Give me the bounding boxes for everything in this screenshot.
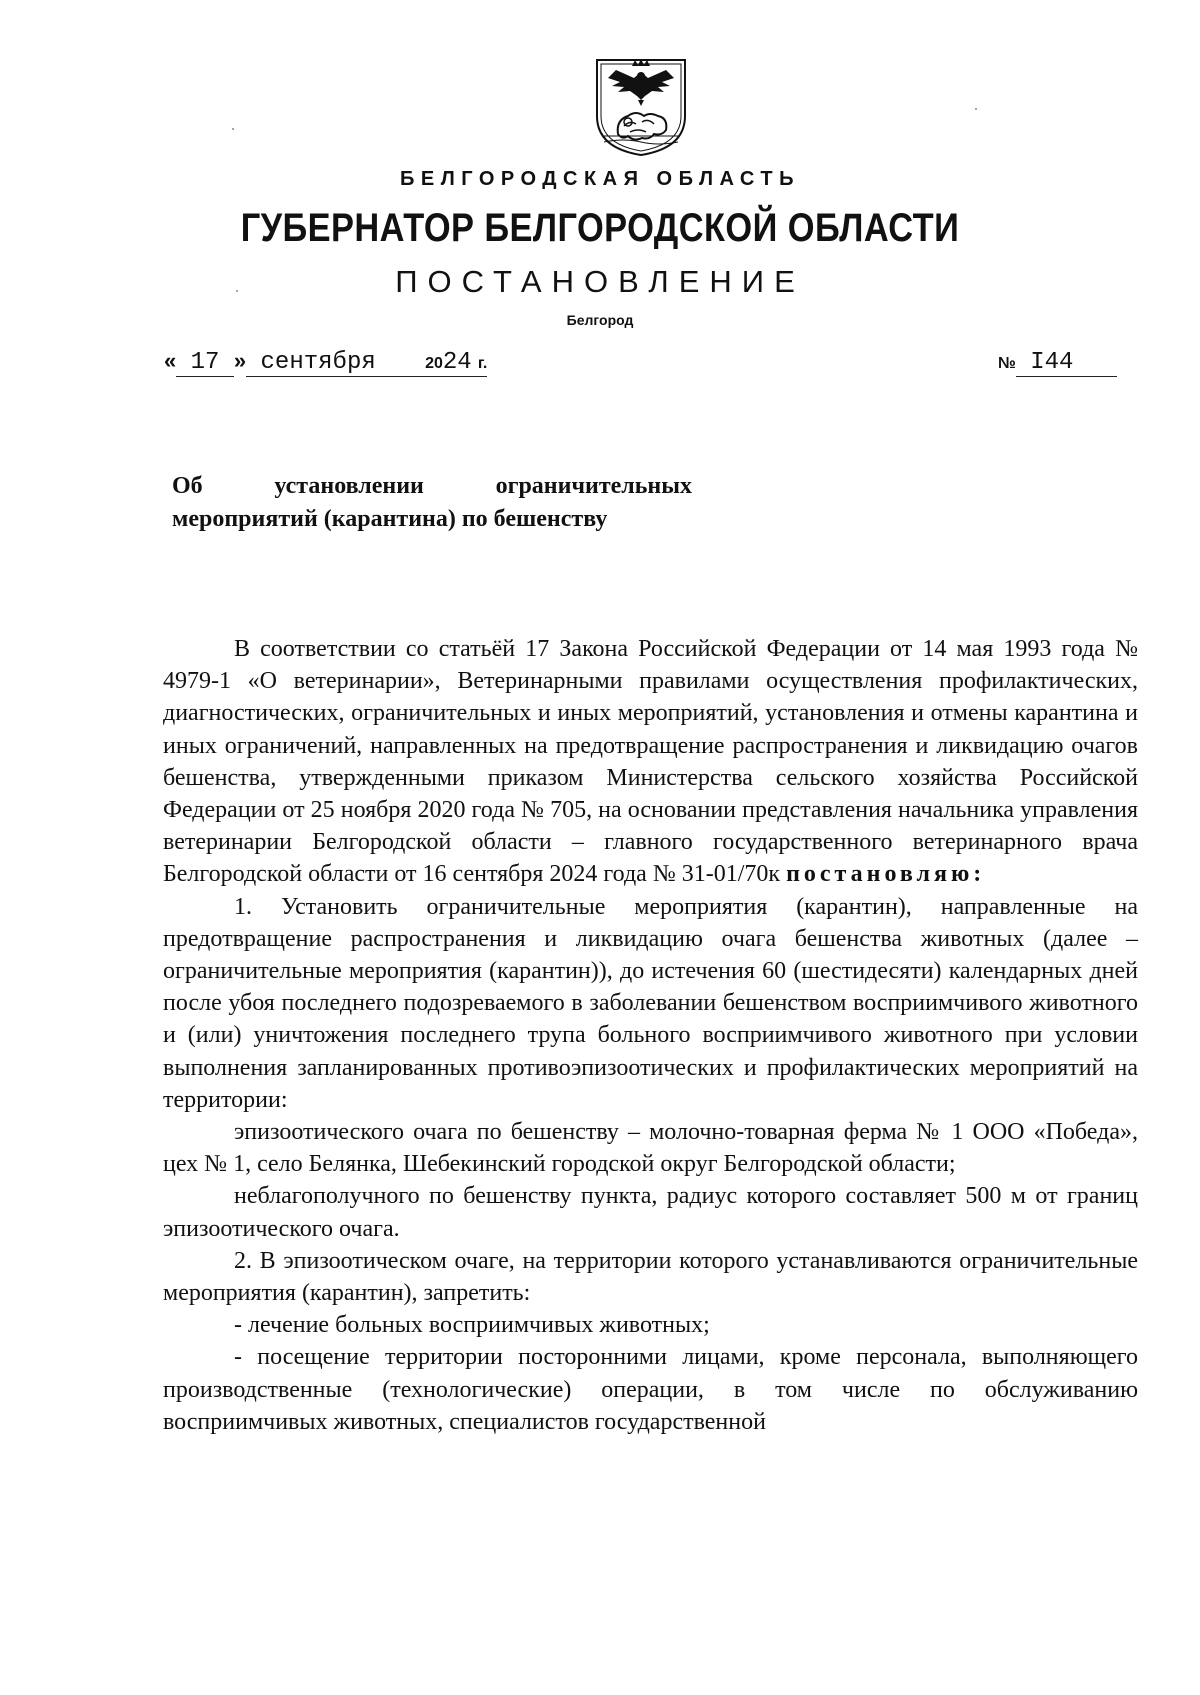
date-year bbox=[419, 348, 487, 377]
city-name: Белгород bbox=[566, 312, 634, 328]
item-1: 1. Установить ограничительные мероприятия (карантин), направленные на предотвращение распространения и ликвидацию очага бешенства животных (далее – ограничительные мероприятия (карантин)), до истечения 60 (шестидесяти) календарных дней после убоя последнего подозреваемого в заболевании бешенством восприимчивого животного и (или) уничтожения последнего трупа больного восприимчивого животного при условии выполнения запланированных противоэпизоотических и профилактических мероприятий на территории: bbox=[163, 893, 1138, 1113]
coat-of-arms-emblem bbox=[594, 56, 688, 158]
document-title bbox=[172, 470, 692, 536]
title-line-2: мероприятий (карантина) по бешенству bbox=[172, 506, 608, 532]
date-day bbox=[176, 349, 234, 377]
date-year-prefix: 20 bbox=[425, 355, 443, 372]
item-1-a: эпизоотического очага по бешенству – молочно-товарная ферма № 1 ООО «Победа», цех № 1, село Белянка, Шебекинский городской округ Белгородской области; bbox=[163, 1119, 1138, 1178]
authority-title: ГУБЕРНАТОР БЕЛГОРОДСКОЙ ОБЛАСТИ bbox=[240, 206, 960, 250]
scan-speck bbox=[975, 108, 977, 110]
date-day-value: 17 bbox=[190, 349, 220, 376]
date-month bbox=[246, 349, 419, 377]
item-2-a: - лечение больных восприимчивых животных; bbox=[234, 1312, 710, 1339]
date-month-value: сентября bbox=[260, 349, 376, 376]
region-name: БЕЛГОРОДСКАЯ ОБЛАСТЬ bbox=[400, 168, 800, 190]
item-2: 2. В эпизоотическом очаге, на территории которого устанавливаются ограничительные мероприятия (карантин), запретить: bbox=[163, 1247, 1138, 1307]
scan-speck bbox=[236, 290, 238, 292]
date-year-abbr: г. bbox=[477, 355, 488, 372]
date-year-suffix: 24 bbox=[442, 349, 472, 376]
item-2-b: - посещение территории посторонними лицами, кроме персонала, выполняющего производственные (технологические) операции, в том числе по обслуживанию восприимчивых животных, специалистов государственной bbox=[163, 1344, 1138, 1435]
title-line-1: Об установлении ограничительных bbox=[172, 473, 692, 499]
date-open-quote: « bbox=[164, 348, 177, 373]
number-value: I44 bbox=[1030, 349, 1074, 376]
preamble-paragraph bbox=[163, 633, 1138, 891]
scan-speck bbox=[232, 128, 234, 130]
date-close-quote: » bbox=[233, 348, 247, 373]
decree-word: постановляю: bbox=[786, 861, 986, 888]
document-number bbox=[998, 348, 1117, 377]
number-value-wrap bbox=[1016, 349, 1117, 377]
number-sign: № bbox=[998, 355, 1016, 372]
date-line bbox=[164, 348, 487, 377]
document-type: ПОСТАНОВЛЕНИЕ bbox=[395, 264, 805, 299]
item-1-b: неблагополучного по бешенству пункта, радиус которого составляет 500 м от границ эпизоотического очага. bbox=[163, 1183, 1138, 1242]
preamble-text: В соответствии со статьёй 17 Закона Российской Федерации от 14 мая 1993 года № 4979-1 «О ветеринарии», Ветеринарными правилами осуществления профилактических, диагностических, ограничительных и иных мероприятий, установления и отмены карантина и иных ограничений, направленных на предотвращение распространения и ликвидацию очагов бешенства, утвержденными приказом Министерства сельского хозяйства Российской Федерации от 25 ноября 2020 года № 705, на основании представления начальника управления ветеринарии Белгородской области – главного государственного ветеринарного врача Белгородской области от 16 сентября 2024 года № 31-01/70к bbox=[163, 636, 1138, 888]
document-body bbox=[163, 633, 1138, 1438]
